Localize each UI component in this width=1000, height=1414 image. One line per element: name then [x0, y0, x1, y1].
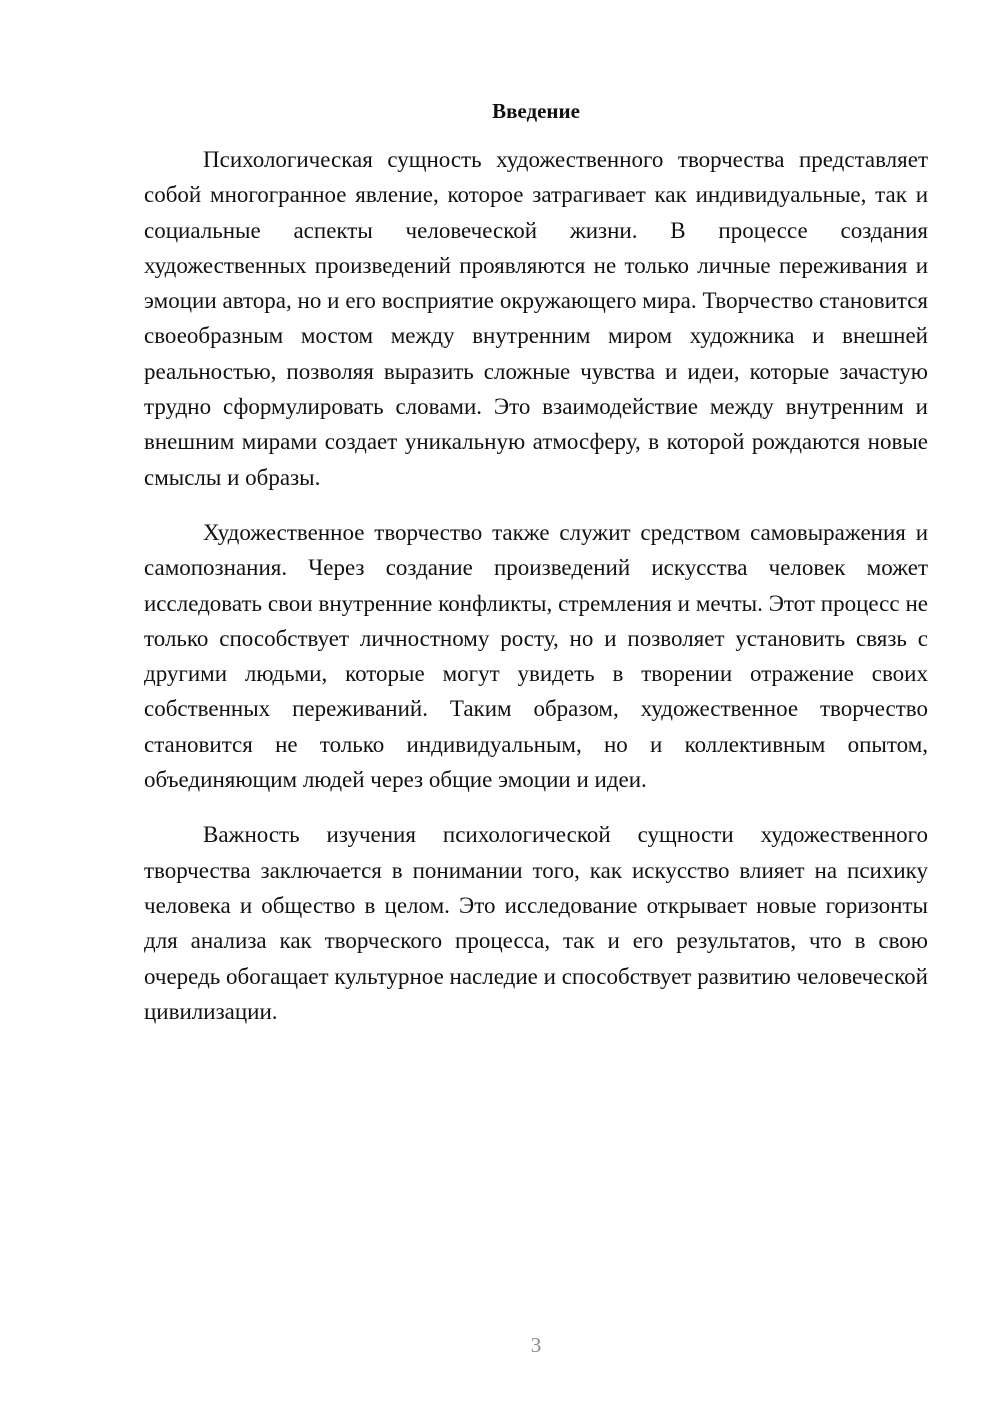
body-text — [144, 142, 928, 1049]
paragraph-2: Художественное творчество также служит средством самовыражения и самопознания. Через создание произведений искусства человек может исследовать свои внутренние конфликты, стремления и мечты. Этот процесс не только способствует личностному росту, но и позволяет установить связь с другими людьми, которые могут увидеть в творении отражение своих собственных переживаний. Таким образом, художественное творчество становится не только индивидуальным, но и коллективным опытом, объединяющим людей через общие эмоции и идеи. — [144, 519, 928, 793]
paragraph-1: Психологическая сущность художественного творчества представляет собой многогранное явление, которое затрагивает как индивидуальные, так и социальные аспекты человеческой жизни. В процессе создания художественных произведений проявляются не только личные переживания и эмоции автора, но и его восприятие окружающего мира. Творчество становится своеобразным мостом между внутренним миром художника и внешней реальностью, позволяя выразить сложные чувства и идеи, которые зачастую трудно сформулировать словами. Это взаимодействие между внутренним и внешним мирами создает уникальную атмосферу, в которой рождаются новые смыслы и образы. — [144, 147, 928, 490]
section-heading: Введение — [492, 99, 580, 123]
page-number: 3 — [530, 1333, 542, 1357]
paragraph-3: Важность изучения психологической сущности художественного творчества заключается в понимании того, как искусство влияет на психику человека и общество в целом. Это исследование открывает новые горизонты для анализа как творческого процесса, так и его результатов, что в свою очередь обогащает культурное наследие и способствует развитию человеческой цивилизации. — [144, 822, 928, 1024]
